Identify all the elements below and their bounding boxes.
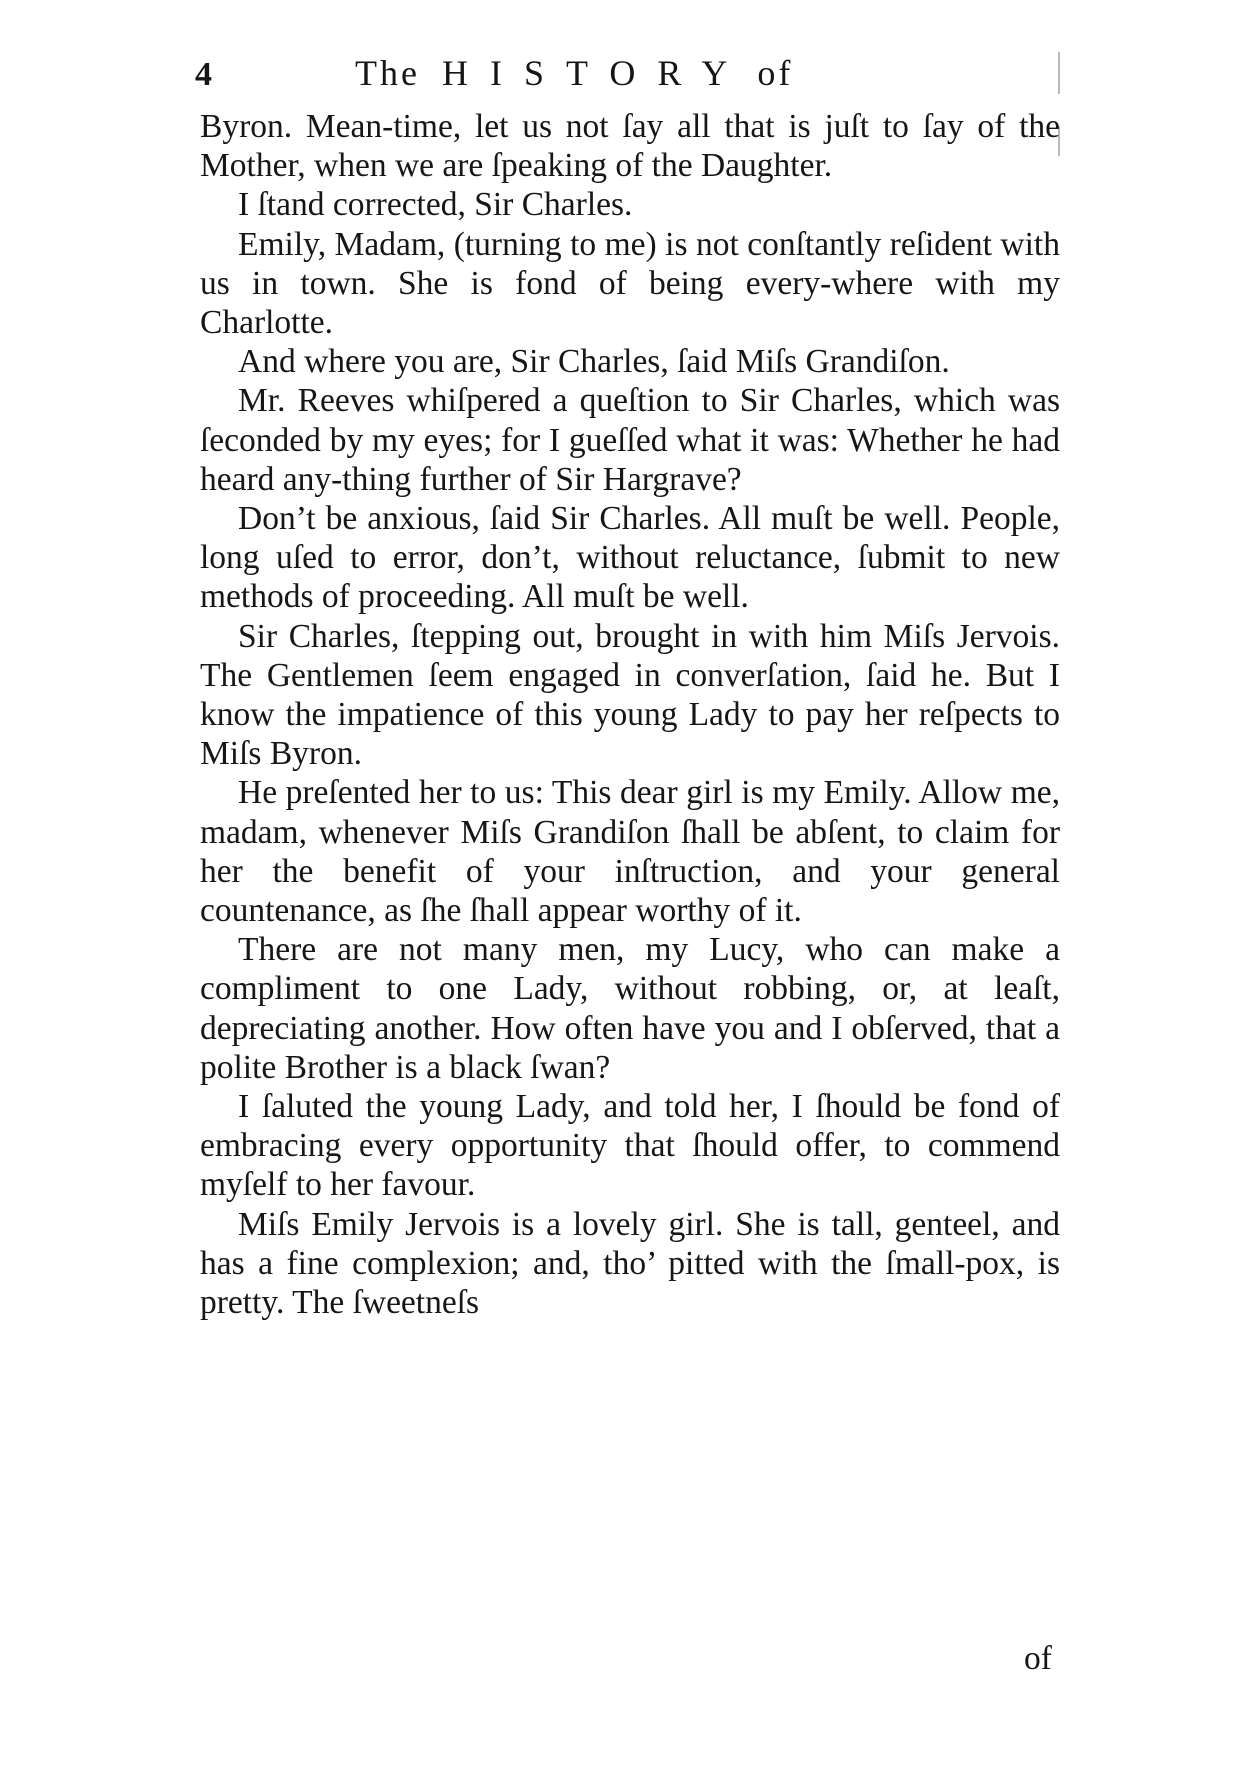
paragraph: Mr. Reeves whiſpered a queſtion to Sir Charles, which was ſeconded by my eyes; for I gueſſed what it was: Whether he had heard any-thing further of Sir Hargrave? <box>200 382 1060 498</box>
catchword: of <box>1024 1640 1052 1677</box>
paragraph-continued: Byron. Mean-time, let us not ſay all that is juſt to ſay of the Mother, when we are ſpeaking of the Daughter. <box>200 108 1060 185</box>
page-number: 4 <box>195 56 212 93</box>
body-text <box>200 107 1060 1322</box>
paragraph: I ſtand corrected, Sir Charles. <box>238 186 633 224</box>
paragraph: Don’t be anxious, ſaid Sir Charles. All muſt be well. People, long uſed to error, don’t, without reluctance, ſubmit to new methods of proceeding. All muſt be well. <box>200 500 1060 616</box>
paragraph: There are not many men, my Lucy, who can make a compliment to one Lady, without robbing, or, at leaſt, depreciating another. How often have you and I obſerved, that a polite Brother is a black ſwan? <box>200 931 1060 1086</box>
paragraph: I ſaluted the young Lady, and told her, I ſhould be fond of embracing every opportunity that ſhould offer, to commend myſelf to her favour. <box>200 1088 1060 1204</box>
paragraph: Miſs Emily Jervois is a lovely girl. She is tall, genteel, and has a fine complexion; and, tho’ pitted with the ſmall-pox, is pretty. The ſweetneſs <box>200 1205 1060 1322</box>
running-title <box>355 52 793 94</box>
paragraph: Emily, Madam, (turning to me) is not conſtantly reſident with us in town. She is fond of being every-where with my Charlotte. <box>200 225 1060 342</box>
paragraph: And where you are, Sir Charles, ſaid Miſs Grandiſon. <box>238 343 950 381</box>
running-head <box>195 52 1065 102</box>
paragraph: He preſented her to us: This dear girl is my Emily. Allow me, madam, whenever Miſs Grandiſon ſhall be abſent, to claim for her the benefit of your inſtruction, and your general countenance, as ſhe ſhall appear worthy of it. <box>200 774 1060 930</box>
running-title-history: HISTORY <box>441 53 750 93</box>
running-title-of: of <box>757 53 794 93</box>
paragraph: Sir Charles, ſtepping out, brought in with him Miſs Jervois. The Gentlemen ſeem engaged in converſation, ſaid he. But I know the impatience of this young Lady to pay her reſpects to Miſs Byron. <box>200 617 1060 773</box>
running-title-the: The <box>355 53 420 93</box>
page-edge-mark <box>1058 52 1060 94</box>
